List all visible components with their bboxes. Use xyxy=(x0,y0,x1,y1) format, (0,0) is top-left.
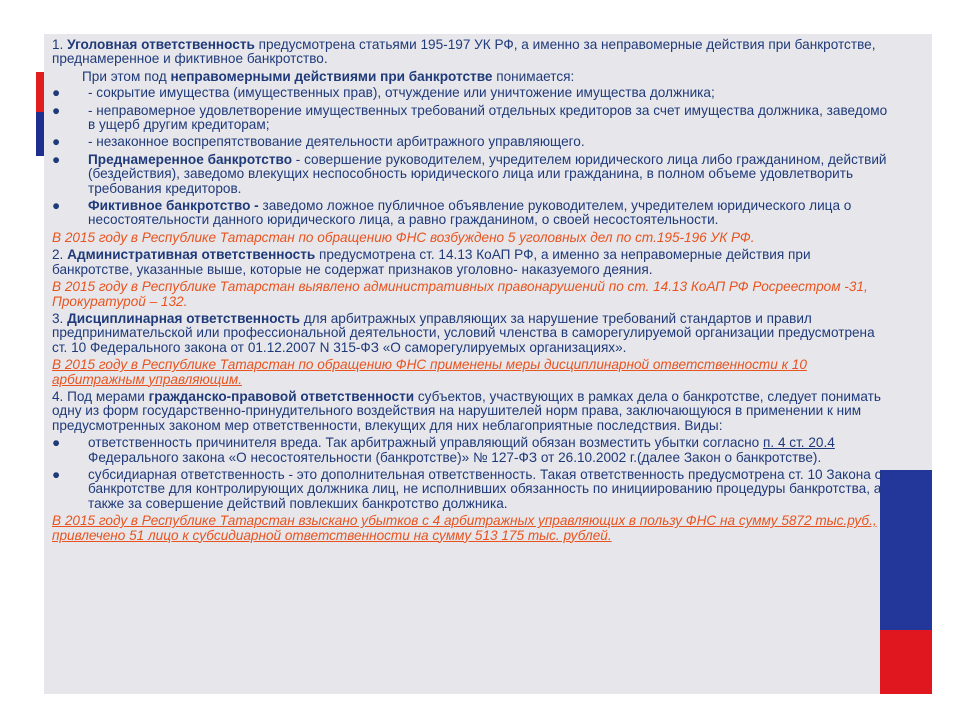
paragraph-text: субъектов, участвующих в рамках дела о банкротстве, следует понимать одну из форм государственно-принудительного воздействия на нарушителей норм права, заключающуюся в применении к ним предусмотренных законом мер ответственности, влекущих для них неблагоприятные последствия. Виды: xyxy=(52,388,881,433)
heading-criminal: Уголовная ответственность xyxy=(67,37,255,52)
heading-disciplinary: Дисциплинарная ответственность xyxy=(67,310,300,326)
bullet-icon: ● xyxy=(52,85,61,101)
bullet-icon: ● xyxy=(52,198,61,214)
bullet-icon: ● xyxy=(52,134,61,150)
list-item-text: ответственность причинителя вреда. Так арбитражный управляющий обязан возместить убытки согласно xyxy=(88,435,764,451)
list-item-subsidiary-liability xyxy=(52,468,890,511)
paragraph-text: предусмотрена ст. 14.13 КоАП РФ, а именно за неправомерные действия при банкротстве, указанные выше, которые не содержат признаков уголовно- наказуемого деяния. xyxy=(52,247,811,277)
heading-civil: гражданско-правовой ответственности xyxy=(148,388,415,404)
paragraph-text: для арбитражных управляющих за нарушение требований стандартов и правил предпринимательской или профессиональной деятельности, условий членства в саморегулируемой организации предусмотрена ст. 10 Федерального закона от 01.12.2007 N 315-ФЗ «О саморегулируемых организациях». xyxy=(52,310,875,355)
list-item-text: - незаконное воспрепятствование деятельности арбитражного управляющего. xyxy=(88,134,585,150)
list-item-fictitious-bankruptcy xyxy=(52,199,890,228)
list-item-text: - неправомерное удовлетворение имущественных требований отдельных кредиторов за счет имущества должника, заведомо в ущерб другим кредиторам; xyxy=(88,102,888,133)
paragraph-number: 3. xyxy=(52,310,68,326)
paragraph-administrative xyxy=(52,248,890,277)
intro-unlawful-actions xyxy=(52,70,890,84)
list-item-tort-liability xyxy=(52,436,890,465)
term-bold: Преднамеренное банкротство xyxy=(88,151,292,167)
bullet-icon: ● xyxy=(52,466,61,482)
paragraph-text: предусмотрена статьями 195-197 УК РФ, а именно за неправомерные действия при банкротстве, преднамеренное и фиктивное банкротство. xyxy=(52,37,876,67)
note-disciplinary-stats xyxy=(52,358,890,387)
list-item xyxy=(52,135,890,149)
list-item-text: Федерального закона «О несостоятельности (банкротстве)» № 127-ФЗ от 26.10.2002 г.(далее Закон о банкротстве). xyxy=(88,449,822,465)
paragraph-disciplinary xyxy=(52,312,890,355)
list-item-deliberate-bankruptcy xyxy=(52,153,890,196)
intro-bold: неправомерными действиями при банкротстве xyxy=(170,68,493,84)
bullet-icon: ● xyxy=(52,151,61,167)
note-underlined-text: В 2015 году в Республике Татарстан по обращению ФНС применены меры дисциплинарной ответственности к 10 арбитражным управляющим. xyxy=(52,357,807,387)
list-item-text: субсидиарная ответственность - это дополнительная ответственность. Такая ответственность предусмотрена ст. 10 Закона о банкротстве для контролирующих должника лиц, не исполнивших обязанность по инициированию процедуры банкротства, а также за совершение действий повлекших банкротство должника. xyxy=(88,466,883,511)
flag-stripe-blue-left xyxy=(36,112,44,156)
note-criminal-stats: В 2015 году в Республике Татарстан по обращению ФНС возбуждено 5 уголовных дел по ст.195-196 УК РФ. xyxy=(52,229,755,245)
note-underlined-text: В 2015 году в Республике Татарстан взыскано убытков с 4 арбитражных управляющих в пользу ФНС на сумму 5872 тыс.руб., привлечено 51 лицо к субсидиарной ответственности на сумму 513 175 тыс. рублей. xyxy=(52,513,877,543)
paragraph-civil xyxy=(52,390,890,433)
slide-content xyxy=(52,38,890,546)
paragraph-number: 2. xyxy=(52,247,68,263)
paragraph-criminal xyxy=(52,38,890,67)
note-administrative-stats: В 2015 году в Республике Татарстан выявлено административных правонарушений по ст. 14.13 КоАП РФ Росреестром -31, Прокуратурой – 132. xyxy=(52,279,868,309)
list-item-text: - сокрытие имущества (имущественных прав), отчуждение или уничтожение имущества должника; xyxy=(88,85,715,101)
paragraph-text: 4. Под мерами xyxy=(52,388,149,404)
list-item-text: заведомо ложное публичное объявление руководителем, учредителем юридического лица о несостоятельности данного юридического лица, а равно гражданином, о своей несостоятельности. xyxy=(88,198,852,228)
list-item xyxy=(52,86,890,100)
flag-stripe-red-left xyxy=(36,72,44,112)
list-item-text: - совершение руководителем, учредителем юридического лица либо гражданином, действий (бездействия), заведомо влекущих неспособность юридического лица или гражданина, в полном объеме удовлетворить требования кредиторов. xyxy=(88,151,887,196)
bullet-icon: ● xyxy=(52,102,61,118)
term-bold: Фиктивное банкротство - xyxy=(88,198,259,214)
law-reference-link[interactable]: п. 4 ст. 20.4 xyxy=(763,435,835,451)
bullet-icon: ● xyxy=(52,435,61,451)
note-civil-stats xyxy=(52,514,890,543)
heading-administrative: Административная ответственность xyxy=(67,247,316,263)
paragraph-number: 1. xyxy=(52,37,68,52)
list-item xyxy=(52,104,890,133)
intro-text-end: понимается: xyxy=(492,68,575,84)
flag-stripe-red-right xyxy=(880,630,932,694)
intro-text: При этом под xyxy=(82,68,171,84)
